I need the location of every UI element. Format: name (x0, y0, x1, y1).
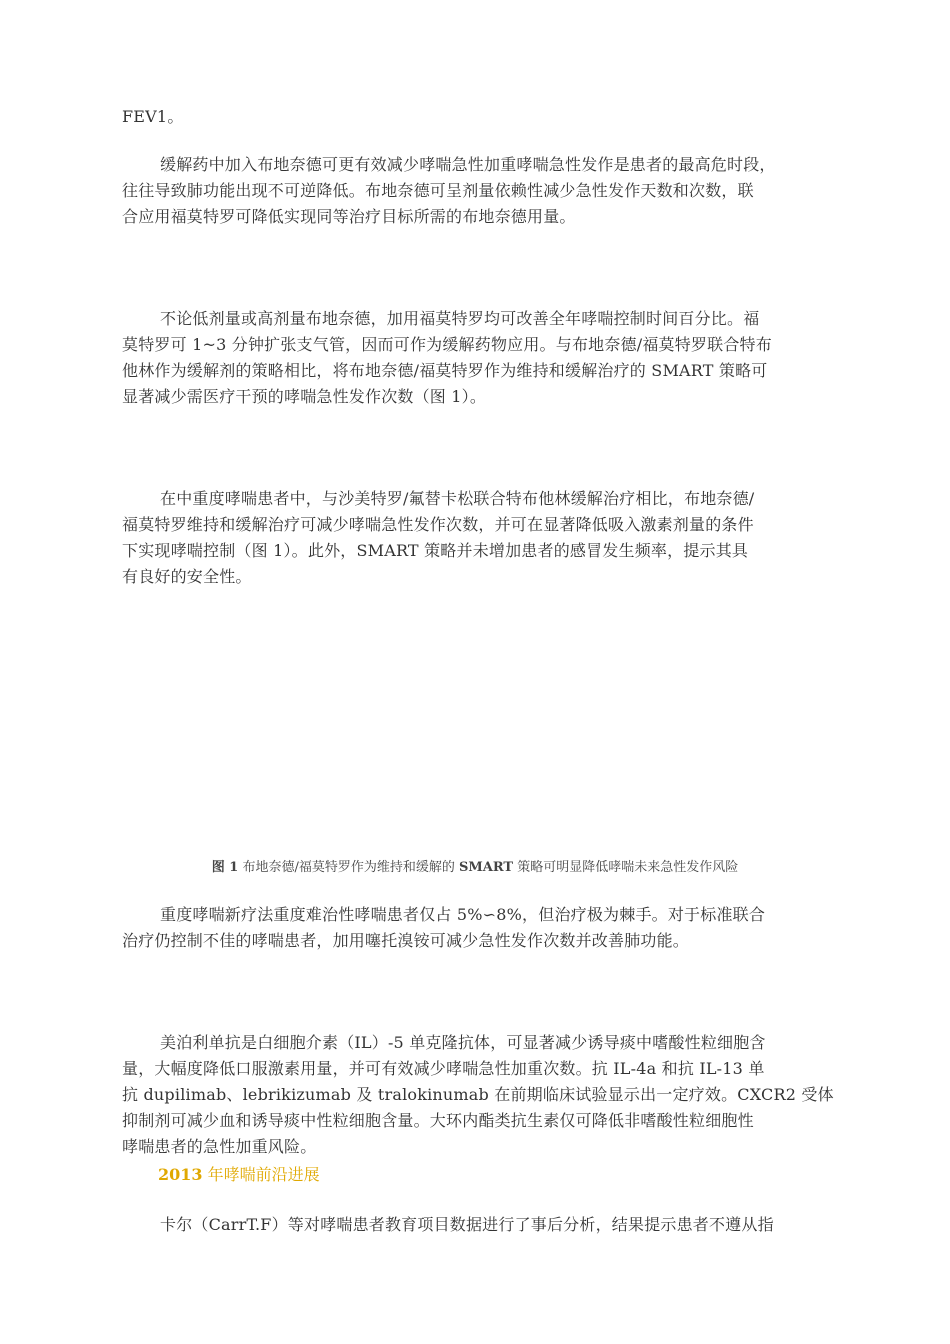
paragraph-5-line-4: 抑制剂可减少血和诱导痰中性粒细胞含量。大环内酯类抗生素仅可降低非嗜酸性粒细胞性 (122, 1111, 754, 1130)
caption-smart: SMART (458, 860, 514, 875)
section-heading (158, 1162, 320, 1188)
paragraph-fev1: FEV1。 (122, 107, 184, 126)
paragraph-3-line-1: 在中重度哮喘患者中，与沙美特罗/氟替卡松联合特布他林缓解治疗相比，布地奈德/ (160, 489, 755, 508)
heading-year: 2013 (158, 1165, 203, 1184)
figure-1-placeholder (122, 610, 828, 850)
paragraph-5-line-5: 哮喘患者的急性加重风险。 (122, 1137, 317, 1156)
paragraph-5-line-3: 抗 dupilimab、lebrikizumab 及 tralokinumab 在前期临床试验显示出一定疗效。CXCR2 受体 (122, 1085, 834, 1104)
paragraph-3-line-3: 下实现哮喘控制（图 1）。此外，SMART 策略并未增加患者的感冒发生频率，提示其具 (122, 541, 749, 560)
paragraph-1-line-2: 往往导致肺功能出现不可逆降低。布地奈德可呈剂量依赖性减少急性发作天数和次数，联 (122, 181, 754, 200)
paragraph-5-line-2: 量，大幅度降低口服激素用量，并可有效减少哮喘急性加重次数。抗 IL-4a 和抗 IL-13 单 (122, 1059, 765, 1078)
paragraph-2-line-1: 不论低剂量或高剂量布地奈德，加用福莫特罗均可改善全年哮喘控制时间百分比。福 (160, 309, 760, 328)
paragraph-3-line-2: 福莫特罗维持和缓解治疗可减少哮喘急性发作次数，并可在显著降低吸入激素剂量的条件 (122, 515, 754, 534)
paragraph-4-line-2: 治疗仍控制不佳的哮喘患者，加用噻托溴铵可减少急性发作次数并改善肺功能。 (122, 931, 690, 950)
paragraph-2-line-2: 莫特罗可 1~3 分钟扩张支气管，因而可作为缓解药物应用。与布地奈德/福莫特罗联合特布 (122, 335, 772, 354)
paragraph-2-line-3: 他林作为缓解剂的策略相比，将布地奈德/福莫特罗作为维持和缓解治疗的 SMART 策略可 (122, 361, 768, 380)
paragraph-1-line-1: 缓解药中加入布地奈德可更有效减少哮喘急性加重哮喘急性发作是患者的最高危时段， (160, 155, 776, 174)
paragraph-2-line-4: 显著减少需医疗干预的哮喘急性发作次数（图 1）。 (122, 387, 487, 406)
caption-label: 图 1 (211, 860, 239, 875)
paragraph-5-line-1: 美泊利单抗是白细胞介素（IL）-5 单克隆抗体，可显著减少诱导痰中嗜酸性粒细胞含 (160, 1033, 766, 1052)
caption-text: 布地奈德/福莫特罗作为维持和缓解的 (238, 860, 459, 875)
paragraph-3-line-4: 有良好的安全性。 (122, 567, 252, 586)
paragraph-4-line-1: 重度哮喘新疗法重度难治性哮喘患者仅占 5%∽8%，但治疗极为棘手。对于标准联合 (160, 905, 766, 924)
paragraph-1-line-3: 合应用福莫特罗可降低实现同等治疗目标所需的布地奈德用量。 (122, 207, 576, 226)
caption-text-end: 策略可明显降低哮喘未来急性发作风险 (513, 860, 739, 875)
paragraph-6-line-1: 卡尔（CarrT.F）等对哮喘患者教育项目数据进行了事后分析，结果提示患者不遵从指 (160, 1215, 774, 1234)
figure-1-caption (0, 858, 950, 878)
heading-text: 年哮喘前沿进展 (202, 1165, 320, 1184)
